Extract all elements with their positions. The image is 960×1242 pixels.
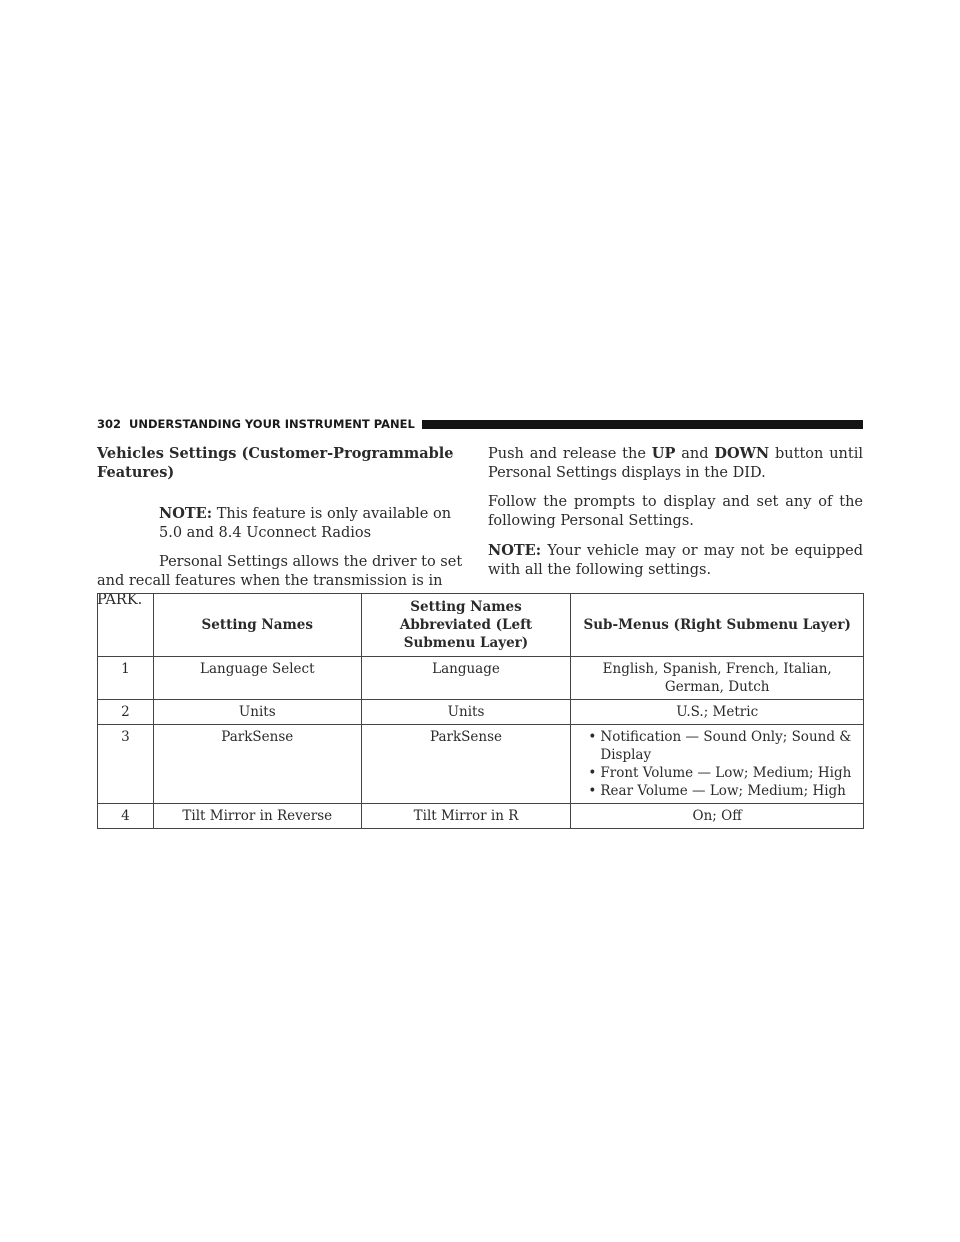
table-row	[98, 700, 864, 725]
header-number	[98, 594, 154, 657]
row-number: 4	[98, 804, 154, 829]
note-label: NOTE:	[488, 542, 542, 559]
right-column	[488, 444, 863, 590]
list-item	[576, 728, 858, 764]
table-row	[98, 804, 864, 829]
setting-abbreviation: Units	[361, 700, 571, 725]
section-title: UNDERSTANDING YOUR INSTRUMENT PANEL	[129, 417, 415, 431]
setting-name: Units	[153, 700, 361, 725]
settings-table	[97, 593, 864, 829]
equipment-note	[488, 541, 863, 580]
instruction-text-and: and	[681, 446, 709, 462]
instruction-paragraph	[488, 444, 863, 483]
note-block	[159, 504, 473, 543]
note-text: Your vehicle may or may not be equipped with all the following settings.	[488, 543, 864, 578]
bullet-icon: •	[588, 765, 597, 781]
header-abbreviated-names: Setting Names Abbreviated (Left Submenu Layer)	[361, 594, 571, 657]
row-number: 3	[98, 725, 154, 804]
setting-abbreviation: ParkSense	[361, 725, 571, 804]
setting-submenu	[571, 725, 864, 804]
table-row	[98, 725, 864, 804]
header-rule	[422, 420, 863, 429]
left-column	[97, 444, 473, 610]
page-header	[97, 416, 863, 432]
setting-submenu: On; Off	[571, 804, 864, 829]
setting-abbreviation: Tilt Mirror in R	[361, 804, 571, 829]
up-button-label: UP	[651, 445, 676, 462]
setting-submenu: U.S.; Metric	[571, 700, 864, 725]
list-item-text: Rear Volume — Low; Medium; High	[600, 783, 846, 799]
down-button-label: DOWN	[714, 445, 770, 462]
instruction-text-end: button until Personal Settings displays in the DID.	[488, 446, 863, 481]
section-heading: Vehicles Settings (Customer-Programmable Features)	[97, 445, 454, 481]
submenu-list	[576, 728, 858, 800]
setting-submenu: English, Spanish, French, Italian, German, Dutch	[571, 657, 864, 700]
page-number: 302	[97, 417, 122, 431]
setting-name: ParkSense	[153, 725, 361, 804]
list-item-text: Front Volume — Low; Medium; High	[600, 765, 852, 781]
prompts-paragraph: Follow the prompts to display and set any of the following Personal Settings.	[488, 494, 863, 529]
intro-paragraph: Personal Settings allows the driver to set and recall features when the transmission is in PARK.	[97, 554, 463, 608]
list-item	[576, 764, 858, 782]
row-number: 1	[98, 657, 154, 700]
table-header-row	[98, 594, 864, 657]
header-sub-menus: Sub-Menus (Right Submenu Layer)	[571, 594, 864, 657]
note-label: NOTE:	[159, 505, 213, 522]
instruction-text-start: Push and release the	[488, 446, 646, 462]
setting-abbreviation: Language	[361, 657, 571, 700]
setting-name: Tilt Mirror in Reverse	[153, 804, 361, 829]
row-number: 2	[98, 700, 154, 725]
bullet-icon: •	[588, 729, 597, 745]
table-row	[98, 657, 864, 700]
header-setting-names: Setting Names	[153, 594, 361, 657]
bullet-icon: •	[588, 783, 597, 799]
list-item	[576, 782, 858, 800]
note-text: This feature is only available on 5.0 and 8.4 Uconnect Radios	[159, 506, 452, 541]
setting-name: Language Select	[153, 657, 361, 700]
list-item-text: Notification — Sound Only; Sound & Display	[600, 729, 852, 763]
